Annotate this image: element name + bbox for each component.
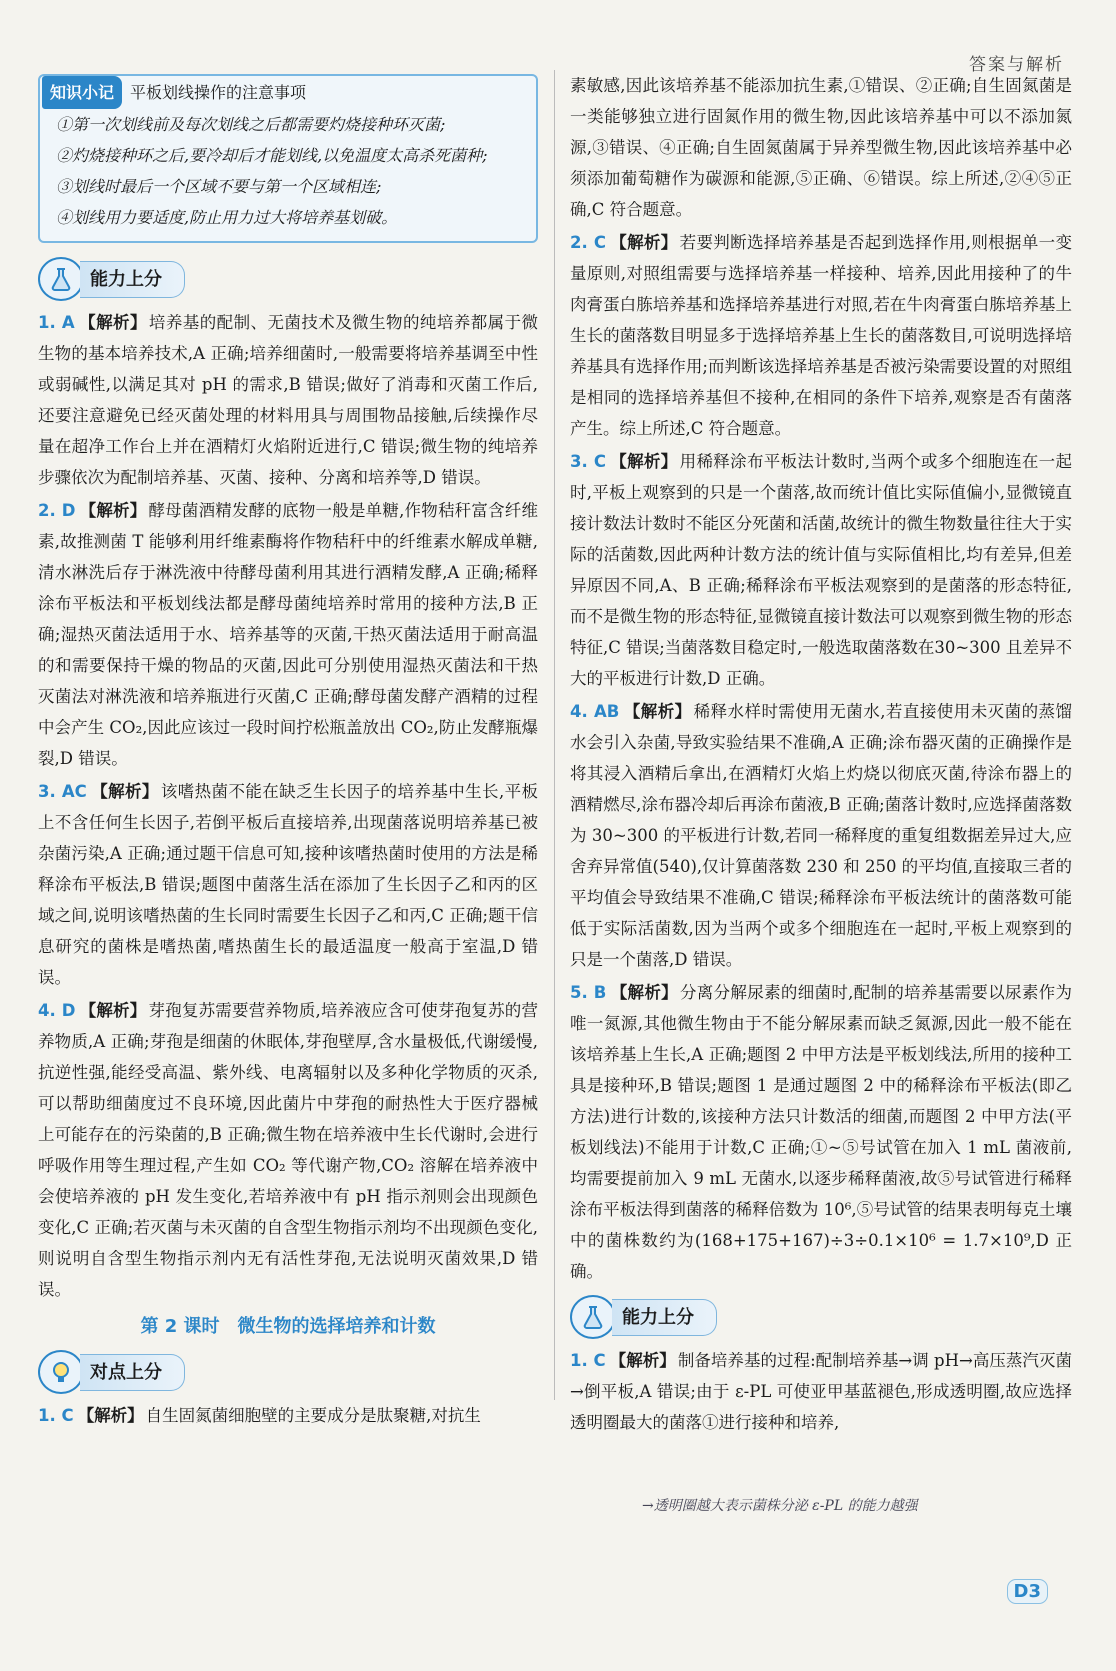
left-column xyxy=(38,74,538,1433)
answer-item: 1. C 【解析】 自生固氮菌细胞壁的主要成分是肽聚糖,对抗生 xyxy=(38,1406,481,1425)
knowledge-note xyxy=(38,74,538,243)
note-item: ②灼烧接种环之后,要冷却后才能划线,以免温度太高杀死菌种; xyxy=(56,146,488,165)
answer-item: 4. D 【解析】 芽孢复苏需要营养物质,培养液应含可使芽孢复苏的营养物质,A 正确;芽孢是细菌的休眠体,芽孢壁厚,含水量极低,代谢缓慢,抗逆性强,能经受高温、紫外线、电离辐射以及多种化学物质的灭杀,可以帮助细菌度过不良环境,因此菌片中芽孢的耐热性大于医疗器械上可能存在的污染菌的,B 正确;微生物在培养液中生长代谢时,会进行呼吸作用等生理过程,产生如 CO₂ 等代谢产物,CO₂ 溶解在培养液中会使培养液的 pH 发生变化,若培养液中有 pH 指示剂则会出现颜色变化,C 正确;若灭菌与未灭菌的自含型生物指示剂均不出现颜色变化,则说明自含型生物指示剂内无有活性芽孢,无法说明灭菌效果,D 错误。 xyxy=(38,1001,538,1299)
section-heading: 能力上分 xyxy=(38,257,538,301)
note-item: ④划线用力要适度,防止用力过大将培养基划破。 xyxy=(56,208,398,227)
note-title: 平板划线操作的注意事项 xyxy=(130,83,307,102)
handwritten-note: →透明圈越大表示菌株分泌 ε-PL 的能力越强 xyxy=(642,1498,918,1514)
answer-item: 5. B 【解析】 分离分解尿素的细菌时,配制的培养基需要以尿素作为唯一氮源,其他微生物由于不能分解尿素而缺乏氮源,因此一般不能在该培养基上生长,A 正确;题图 2 中甲方法是平板划线法,所用的接种工具是接种环,B 错误;题图 1 是通过题图 2 中的稀释涂布平板法(即乙方法)进行计数的,该接种方法只计数活的细菌,而题图 2 中甲方法(平板划线法)不能用于计数,C 正确;①~⑤号试管在加入 1 mL 菌液前,均需要提前加入 9 mL 无菌水,以逐步稀释菌液,故⑤号试管进行稀释涂布平板法得到菌落的稀释倍数为 10⁶,⑤号试管的结果表明每克土壤中的菌株数约为(168+175+167)÷3÷0.1×10⁶ = 1.7×10⁹,D 正确。 xyxy=(570,983,1073,1281)
answer-item: 4. AB 【解析】 稀释水样时需使用无菌水,若直接使用未灭菌的蒸馏水会引入杂菌,导致实验结果不准确,A 正确;涂布器灭菌的正确操作是将其浸入酒精后拿出,在酒精灯火焰上灼烧以彻底灭菌,待涂布器上的酒精燃尽,涂布器冷却后再涂布菌液,B 正确;菌落计数时,应选择菌落数为 30~300 的平板进行计数,若同一稀释度的重复组数据差异过大,应舍弃异常值(540),仅计算菌落数 230 和 250 的平均值,直接取三者的平均值会导致结果不准确,C 错误;稀释涂布平板法统计的菌落数可能低于实际活菌数,因为当两个或多个细胞连在一起时,平板上观察到的只是一个菌落,D 错误。 xyxy=(570,702,1073,969)
answer-continuation: 素敏感,因此该培养基不能添加抗生素,①错误、②正确;自生固氮菌是一类能够独立进行固氮作用的微生物,因此该培养基中可以不添加氮源,③错误、④正确;自生固氮菌属于异养型微生物,因此该培养基中必须添加葡萄糖作为碳源和能源,⑤正确、⑥错误。综上所述,②④⑤正确,C 符合题意。 xyxy=(570,76,1072,219)
column-divider xyxy=(554,70,555,1400)
answer-item: 3. C 【解析】 用稀释涂布平板法计数时,当两个或多个细胞连在一起时,平板上观察到的只是一个菌落,故而统计值比实际值偏小,显微镜直接计数法计数时不能区分死菌和活菌,故统计的微生物数量往往大于实际的活菌数,因此两种计数方法的统计值与实际值相比,均有差异,但差异原因不同,A、B 正确;稀释涂布平板法观察到的是菌落的形态特征,而不是微生物的形态特征,显微镜直接计数法可以观察到微生物的形态特征,C 错误;当菌落数目稳定时,一般选取菌落数在30~300 且差异不大的平板进行计数,D 正确。 xyxy=(570,452,1073,688)
page-header: 答案与解析 xyxy=(969,55,1064,75)
lesson-title: 第 2 课时 微生物的选择培养和计数 xyxy=(140,1316,436,1337)
lightbulb-icon xyxy=(38,1350,84,1394)
section-heading: 对点上分 xyxy=(38,1350,538,1394)
page-number: D3 xyxy=(1007,1579,1048,1604)
right-column xyxy=(570,70,1072,1440)
flask-icon xyxy=(570,1295,616,1339)
answer-item: 1. C 【解析】 制备培养基的过程:配制培养基→调 pH→高压蒸汽灭菌→倒平板,A 错误;由于 ε-PL 可使亚甲基蓝褪色,形成透明圈,故应选择透明圈最大的菌落①进行接种和培养, xyxy=(570,1351,1072,1432)
flask-icon xyxy=(38,257,84,301)
note-tag: 知识小记 xyxy=(42,76,122,109)
answer-item: 3. AC 【解析】 该嗜热菌不能在缺乏生长因子的培养基中生长,平板上不含任何生长因子,若倒平板后直接培养,出现菌落说明培养基已被杂菌污染,A 正确;通过题干信息可知,接种该嗜热菌时使用的方法是稀释涂布平板法,B 错误;题图中菌落生活在添加了生长因子乙和丙的区域之间,说明该嗜热菌的生长同时需要生长因子乙和丙,C 正确;题干信息研究的菌株是嗜热菌,嗜热菌生长的最适温度一般高于室温,D 错误。 xyxy=(38,782,538,987)
note-item: ①第一次划线前及每次划线之后都需要灼烧接种环灭菌; xyxy=(56,115,446,134)
section-heading: 能力上分 xyxy=(570,1295,1072,1339)
answer-item: 2. C 【解析】 若要判断选择培养基是否起到选择作用,则根据单一变量原则,对照组需要与选择培养基一样接种、培养,因此用接种了的牛肉膏蛋白胨培养基和选择培养基进行对照,若在牛肉膏蛋白胨培养基上生长的菌落数目明显多于选择培养基上生长的菌落数目,可说明选择培养基具有选择作用;而判断该选择培养基是否被污染需要设置的对照组是相同的选择培养基但不接种,在相同的条件下培养,观察是否有菌落产生。综上所述,C 符合题意。 xyxy=(570,233,1073,438)
answer-item: 2. D 【解析】 酵母菌酒精发酵的底物一般是单糖,作物秸秆富含纤维素,故推测菌 T 能够利用纤维素酶将作物秸秆中的纤维素水解成单糖,清水淋洗后存于淋洗液中待酵母菌利用其进行酒精发酵,A 正确;稀释涂布平板法和平板划线法都是酵母菌纯培养时常用的接种方法,B 正确;湿热灭菌法适用于水、培养基等的灭菌,干热灭菌法适用于耐高温的和需要保持干燥的物品的灭菌,因此可分别使用湿热灭菌法和干热灭菌法对淋洗液和培养瓶进行灭菌,C 正确;酵母菌发酵产酒精的过程中会产生 CO₂,因此应该过一段时间拧松瓶盖放出 CO₂,防止发酵瓶爆裂,D 错误。 xyxy=(38,501,538,768)
answer-item: 1. A 【解析】 培养基的配制、无菌技术及微生物的纯培养都属于微生物的基本培养技术,A 正确;培养细菌时,一般需要将培养基调至中性或弱碱性,以满足其对 pH 的需求,B 错误;做好了消毒和灭菌工作后,还要注意避免已经灭菌处理的材料用具与周围物品接触,后续操作尽量在超净工作台上并在酒精灯火焰附近进行,C 错误;微生物的纯培养步骤依次为配制培养基、灭菌、接种、分离和培养等,D 错误。 xyxy=(38,313,539,487)
note-item: ③划线时最后一个区域不要与第一个区域相连; xyxy=(56,177,382,196)
